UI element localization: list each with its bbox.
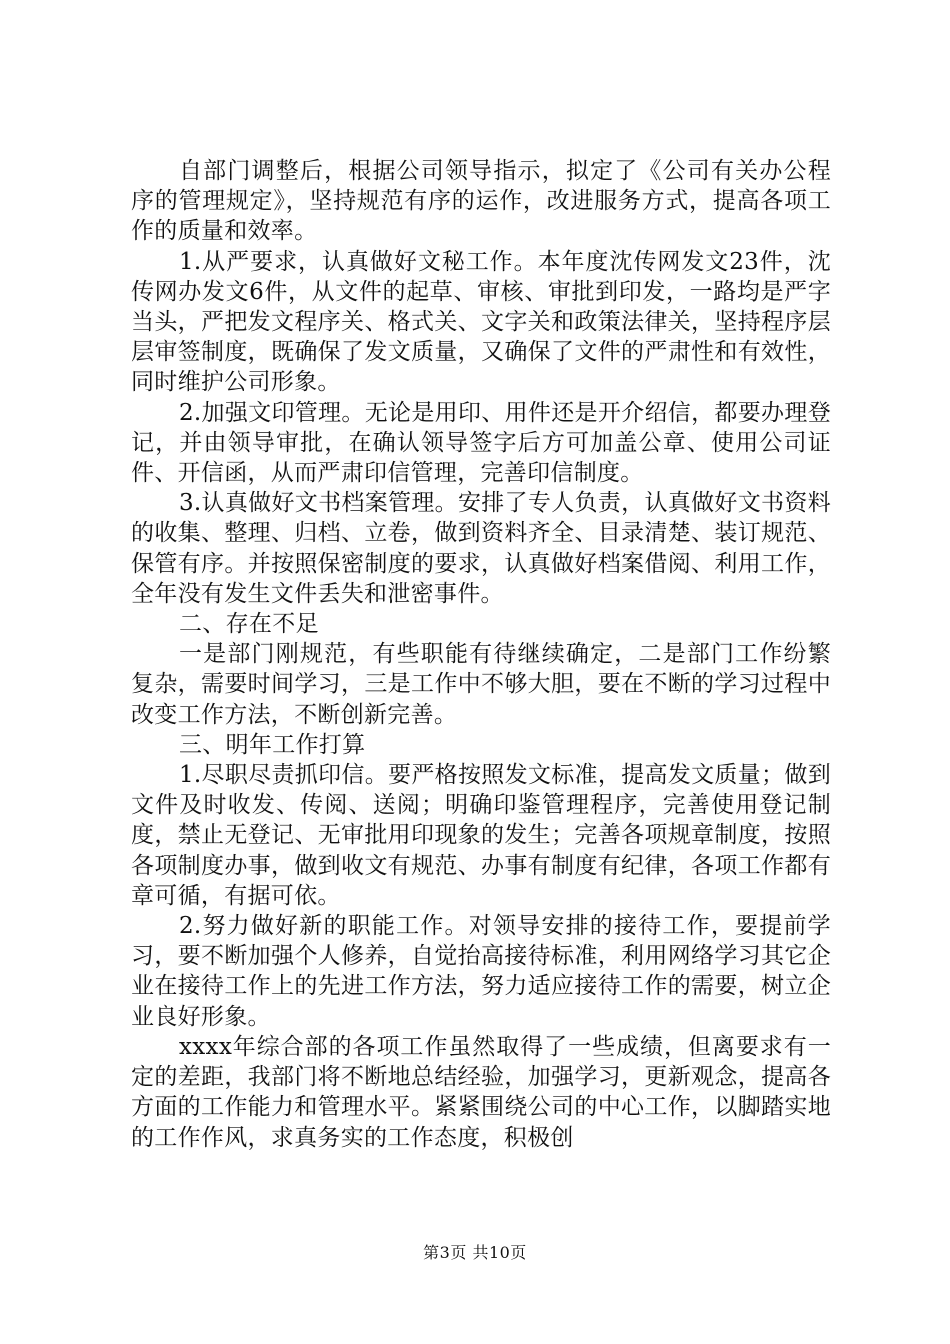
paragraph-secretarial-work: 1.从严要求，认真做好文秘工作。本年度沈传网发文23件，沈传网办发文6件，从文件的起草、审核、审批到印发，一路均是严字当头，严把发文程序关、格式关、文字关和政策法律关，坚持程序层层审签制度，既确保了发文质量，又确保了文件的严肃性和有效性，同时维护公司形象。	[131, 248, 831, 396]
paragraph-plan-new-functions: 2.努力做好新的职能工作。对领导安排的接待工作，要提前学习，要不断加强个人修养，自觉抬高接待标准，利用网络学习其它企业在接待工作上的先进工作方法，努力适应接待工作的需要，树立企业良好形象。	[131, 913, 831, 1030]
paragraph-intro: 自部门调整后，根据公司领导指示，拟定了《公司有关办公程序的管理规定》，坚持规范有序的运作，改进服务方式，提高各项工作的质量和效率。	[131, 158, 831, 245]
paragraph-seal-management: 2.加强文印管理。无论是用印、用件还是开介绍信，都要办理登记，并由领导审批，在确认领导签字后方可加盖公章、使用公司证件、开信函，从而严肃印信管理，完善印信制度。	[131, 399, 831, 487]
paragraph-archive-management: 3.认真做好文书档案管理。安排了专人负责，认真做好文书资料的收集、整理、归档、立卷，做到资料齐全、目录清楚、装订规范、保管有序。并按照保密制度的要求，认真做好档案借阅、利用工作，全年没有发生文件丢失和泄密事件。	[131, 490, 831, 607]
paragraph-plan-seals: 1.尽职尽责抓印信。要严格按照发文标准，提高发文质量；做到文件及时收发、传阅、送阅；明确印鉴管理程序，完善使用登记制度，禁止无登记、无审批用印现象的发生；完善各项规章制度，按照各项制度办事，做到收文有规范、办事有制度有纪律，各项工作都有章可循，有据可依。	[131, 762, 831, 909]
paragraph-shortcomings: 一是部门刚规范，有些职能有待继续确定，二是部门工作纷繁复杂，需要时间学习，三是工作中不够大胆，要在不断的学习过程中改变工作方法，不断创新完善。	[131, 641, 831, 728]
section-heading-next-year-plan: 三、明年工作打算	[179, 731, 366, 758]
document-body	[131, 156, 831, 1153]
paragraph-summary: xxxx年综合部的各项工作虽然取得了一些成绩，但离要求有一定的差距，我部门将不断地总结经验，加强学习，更新观念，提高各方面的工作能力和管理水平。紧紧围绕公司的中心工作，以脚踏实地的工作作风，求真务实的工作态度，积极创	[131, 1033, 831, 1151]
section-heading-shortcomings: 二、存在不足	[179, 611, 319, 638]
page-number-footer: 第3页 共10页	[423, 1243, 527, 1262]
